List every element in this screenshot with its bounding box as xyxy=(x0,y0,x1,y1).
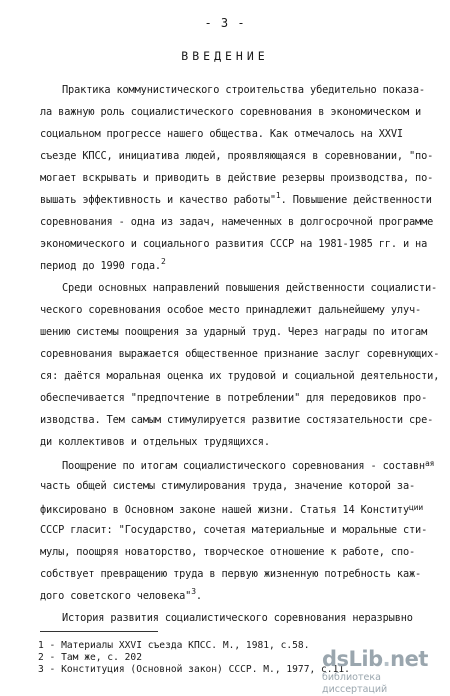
text-line: собствует превращению труда в первую жизненную потребность каж- xyxy=(40,568,422,580)
footnote: 1 - Материалы XXVI съезда КПСС. М., 1981, с.58. xyxy=(38,640,310,651)
text-line: мулы, поощряя новаторство, творческое отношение к работе, спо- xyxy=(40,546,416,558)
footnote-ref: 2 xyxy=(161,257,166,266)
text-line: экономического и социального развития СССР на 1981-1985 гг. и на xyxy=(40,238,428,250)
text-line: ческого соревнования особое место принадлежит дальнейшему улуч- xyxy=(40,304,422,316)
text-line: могает вскрывать и приводить в действие резервы производства, по- xyxy=(40,172,434,184)
text-line: шению системы поощрения за ударный труд. Через награды по итогам xyxy=(40,326,428,338)
text-line: соревнования - одна из задач, намеченных в долгосрочной программе xyxy=(40,216,434,228)
text-line: вышать эффективность и качество работы"$^1$. Повышение действенности xyxy=(40,191,432,206)
text-line: фиксировано в Основном законе нашей жизни. Статья 14 Конститу$^{ции}$ xyxy=(40,503,424,516)
text-line: изводства. Тем самым стимулируется развитие состязательности сре- xyxy=(40,414,434,426)
footnote: 2 - Там же, с. 202 xyxy=(38,652,142,663)
text-line: обеспечивается "предпочтение в потреблении" для передовиков про- xyxy=(40,392,428,404)
text-line: СССР гласит: "Государство, сочетая материальные и моральные сти- xyxy=(40,524,428,536)
section-heading: ВВЕДЕНИЕ xyxy=(181,49,269,63)
text-line: часть общей системы стимулирования труда, значение которой за- xyxy=(40,480,416,492)
text-line: История развития социалистического соревнования неразрывно xyxy=(62,612,413,624)
text-line: Практика коммунистического строительства убедительно показа- xyxy=(62,84,425,96)
footnote-divider xyxy=(40,631,158,632)
watermark-subtitle: библиотека диссертаций xyxy=(322,672,388,695)
text-line: Поощрение по итогам социалистического соревнования - составн$^{ая}$ xyxy=(62,459,435,472)
footnote-ref: 3 xyxy=(191,587,196,596)
watermark-logo: dsLib.net xyxy=(322,647,428,671)
text-line: период до 1990 года.$^2$ xyxy=(40,257,166,272)
watermark xyxy=(322,647,440,696)
text-line: ла важную роль социалистического соревнования в экономическом и xyxy=(40,106,422,118)
text-line: Среди основных направлений повышения действенности социалисти- xyxy=(62,282,438,294)
text-line: ся: даётся моральная оценка их трудовой и социальной деятельности, xyxy=(40,370,440,382)
page-number: - 3 - xyxy=(204,16,246,30)
text-line: соревнования выражается общественное признание заслуг соревнующих- xyxy=(40,348,440,360)
text-line: съезде КПСС, инициатива людей, проявляющаяся в соревновании, "по- xyxy=(40,150,434,162)
footnote: 3 - Конституция (Основной закон) СССР. М., 1977, с.11. xyxy=(38,664,350,675)
text-line: дого советского человека"$^3$. xyxy=(40,587,202,602)
footnote-ref: 1 xyxy=(275,191,281,200)
text-line: ди коллективов и отдельных трудящихся. xyxy=(40,436,270,448)
text-line: социальном прогрессе нашего общества. Как отмечалось на XXVI xyxy=(40,128,403,140)
